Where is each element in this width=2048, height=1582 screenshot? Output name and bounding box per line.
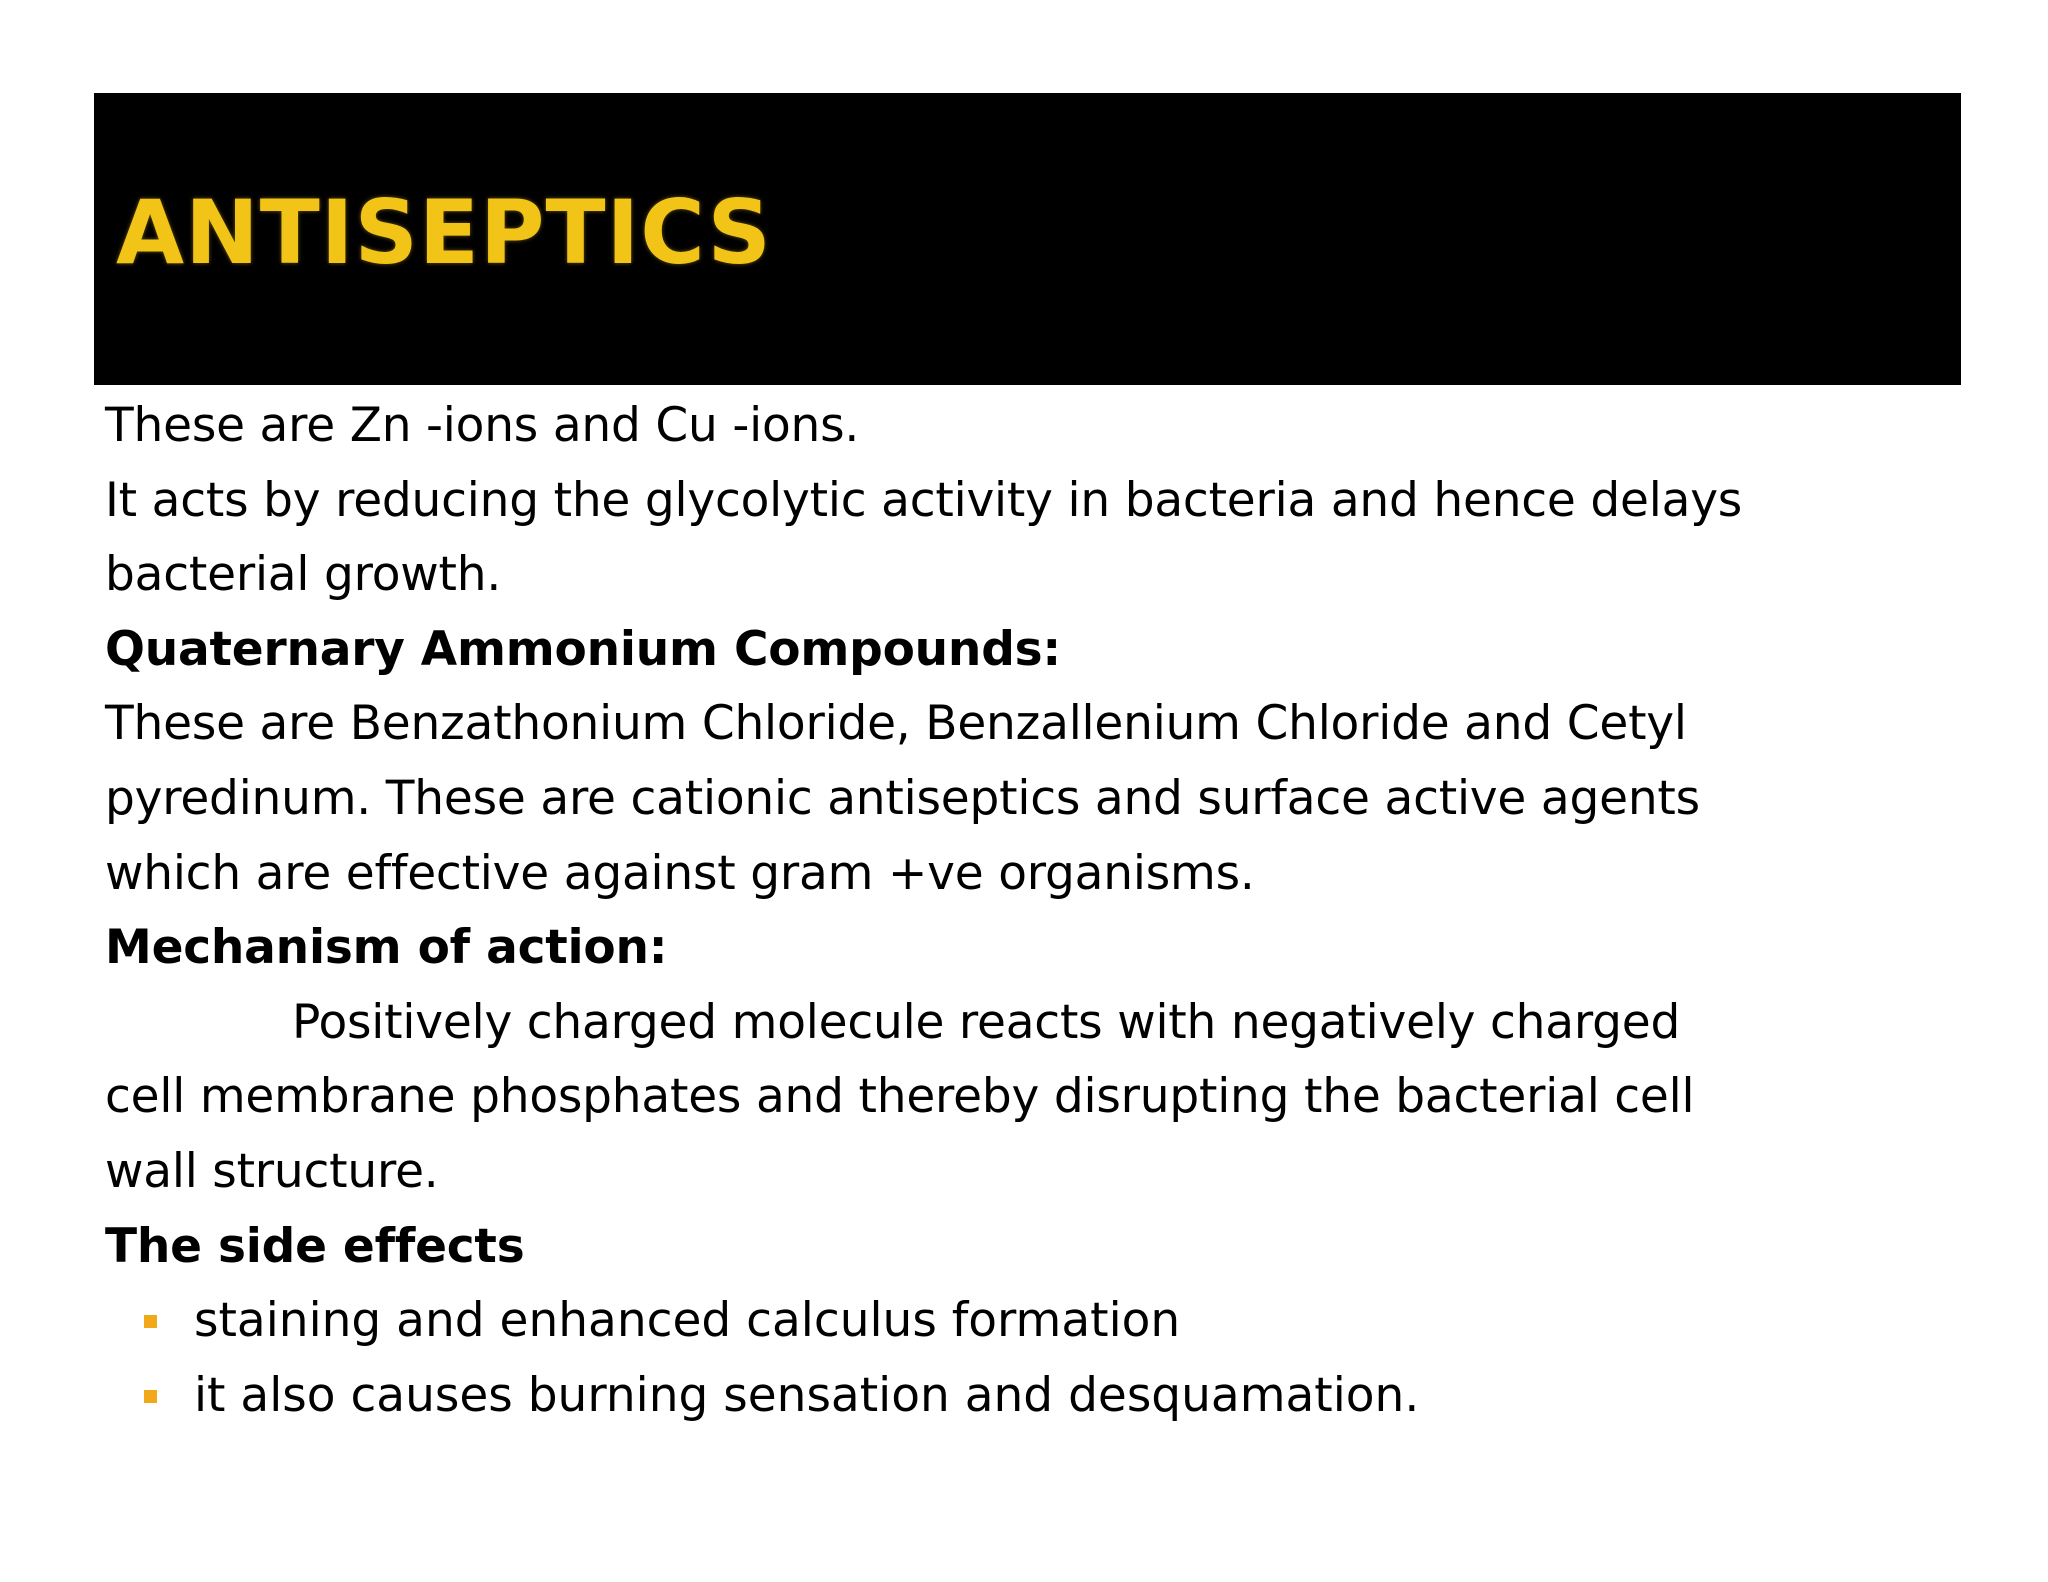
mechanism-line: wall structure. (105, 1143, 439, 1199)
mechanism-heading: Mechanism of action: (105, 920, 668, 976)
quaternary-line: These are Benzathonium Chloride, Benzallenium Chloride and Cetyl (105, 696, 1687, 752)
mechanism-line: Positively charged molecule reacts with negatively charged (292, 994, 1681, 1050)
side-effect-item (105, 1359, 1905, 1434)
quaternary-heading: Quaternary Ammonium Compounds: (105, 621, 1062, 677)
mechanism-line: cell membrane phosphates and thereby disrupting the bacterial cell (105, 1069, 1695, 1125)
side-effects-heading: The side effects (105, 1218, 525, 1274)
slide-title: ANTISEPTICS (116, 181, 772, 284)
quaternary-line: which are effective against gram +ve organisms. (105, 845, 1255, 901)
bullet-square-icon (144, 1315, 157, 1328)
body-line: These are Zn -ions and Cu -ions. (105, 398, 860, 453)
quaternary-line: pyredinum. These are cationic antiseptics and surface active agents (105, 770, 1700, 826)
body-line: bacterial growth. (105, 547, 502, 603)
slide-body (105, 389, 1905, 1433)
side-effect-text: it also causes burning sensation and desquamation. (194, 1367, 1420, 1423)
body-line: It acts by reducing the glycolytic activity in bacteria and hence delays (105, 472, 1743, 528)
side-effect-text: staining and enhanced calculus formation (194, 1293, 1181, 1349)
side-effect-item (105, 1284, 1905, 1359)
bullet-square-icon (144, 1390, 157, 1403)
title-banner (94, 93, 1961, 385)
